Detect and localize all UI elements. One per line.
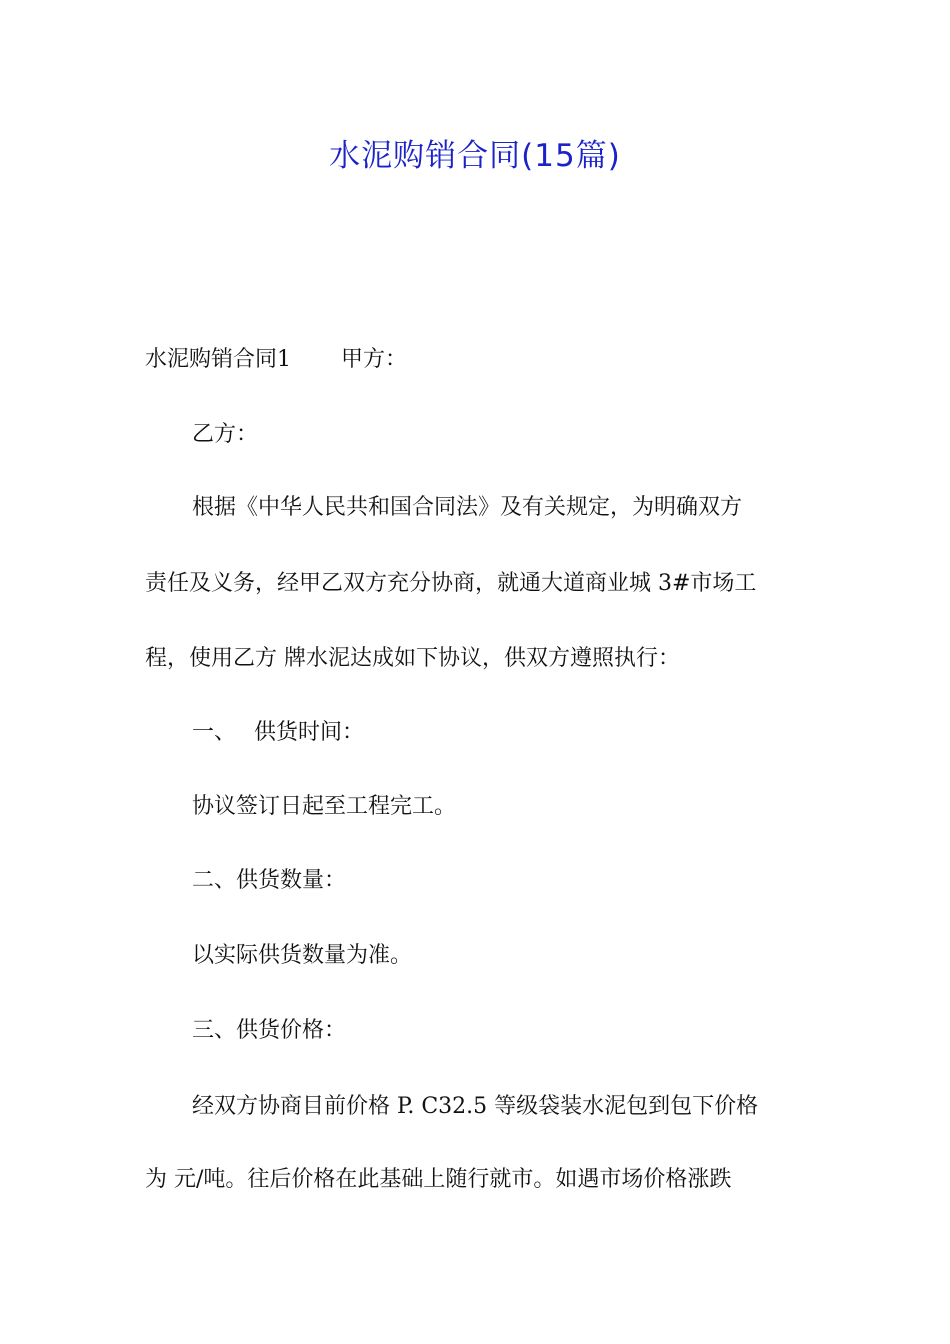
party-a-label: 甲方： [341, 347, 408, 372]
clause-1-number: 一、 [192, 720, 237, 745]
preamble-line-2: 责任及义务，经甲乙双方充分协商，就通大道商业城 3#市场工 [145, 571, 757, 596]
clause-3-heading: 三、供货价格： [192, 1018, 347, 1043]
clause-3-body-line-2: 为 元/吨。往后价格在此基础上随行就市。如遇市场价格涨跌 [145, 1167, 732, 1192]
clause-1-heading [145, 718, 862, 748]
clause-2-heading: 二、供货数量： [192, 868, 347, 893]
clause-2-body: 以实际供货数量为准。 [192, 943, 413, 968]
party-b-label: 乙方： [192, 422, 259, 447]
clause-3-body-line-1: 经双方协商目前价格 P. C32.5 等级袋装水泥包到包下价格 [192, 1094, 759, 1119]
clause-1-body: 协议签订日起至工程完工。 [192, 794, 457, 819]
contract-heading-line [145, 345, 815, 375]
preamble-line-1: 根据《中华人民共和国合同法》及有关规定，为明确双方 [192, 495, 743, 520]
section-heading: 水泥购销合同1 [145, 347, 291, 372]
document-title: 水泥购销合同(15篇) [329, 138, 621, 174]
clause-1-title: 供货时间： [254, 720, 365, 745]
preamble-line-3: 程，使用乙方 牌水泥达成如下协议，供双方遵照执行： [145, 646, 680, 671]
